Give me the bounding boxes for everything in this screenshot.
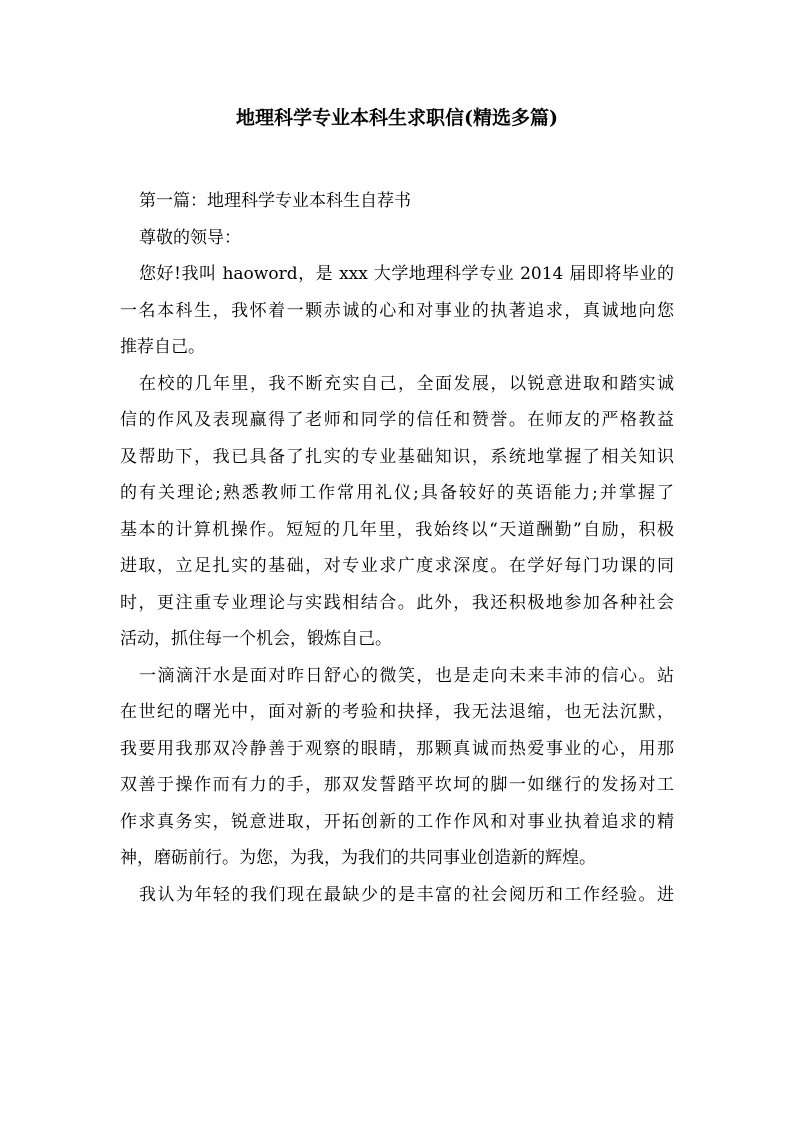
text-line: 的有关理论;熟悉教师工作常用礼仪;具备较好的英语能力;并掌握了: [120, 483, 674, 503]
text-line: 信的作风及表现赢得了老师和同学的信任和赞誉。在师友的严格教益: [120, 410, 674, 430]
text-line: 双善于操作而有力的手，那双发誓踏平坎坷的脚一如继行的发扬对工: [120, 775, 674, 795]
text-line: 进取，立足扎实的基础，对专业求广度求深度。在学好每门功课的同: [120, 556, 674, 576]
text-line: 我要用我那双冷静善于观察的眼睛，那颗真诚而热爱事业的心，用那: [120, 738, 674, 759]
text-line: 作求真务实，锐意进取，开拓创新的工作作风和对事业执着追求的精: [120, 811, 674, 832]
text-line: 第一篇：地理科学专业本科生自荐书: [139, 191, 411, 211]
text-line: 基本的计算机操作。短短的几年里，我始终以“天道酬勤”自励，积极: [120, 519, 674, 540]
text-line: 在校的几年里，我不断充实自己，全面发展，以锐意进取和踏实诚: [139, 373, 674, 394]
text-line: 我认为年轻的我们现在最缺少的是丰富的社会阅历和工作经验。进: [139, 884, 674, 905]
text-line: 尊敬的领导：: [139, 227, 241, 248]
text-line: 一名本科生，我怀着一颗赤诚的心和对事业的执著追求，真诚地向您: [120, 300, 674, 321]
text-line: 在世纪的曙光中，面对新的考验和抉择，我无法退缩，也无法沉默，: [120, 702, 674, 722]
text-line: 您好!我叫 haoword，是 xxx 大学地理科学专业 2014 届即将毕业的: [139, 264, 674, 284]
document-title: 地理科学专业本科生求职信(精选多篇): [236, 107, 558, 129]
document-body: [120, 183, 674, 913]
text-line: 推荐自己。: [120, 337, 205, 357]
text-line: 时，更注重专业理论与实践相结合。此外，我还积极地参加各种社会: [120, 592, 674, 613]
text-line: 神，磨砺前行。为您，为我，为我们的共同事业创造新的辉煌。: [120, 848, 596, 868]
text-line: 及帮助下，我已具备了扎实的专业基础知识，系统地掌握了相关知识: [120, 446, 674, 467]
text-line: 活动，抓住每一个机会，锻炼自己。: [120, 629, 392, 649]
text-line: 一滴滴汗水是面对昨日舒心的微笑，也是走向未来丰沛的信心。站: [139, 665, 674, 686]
